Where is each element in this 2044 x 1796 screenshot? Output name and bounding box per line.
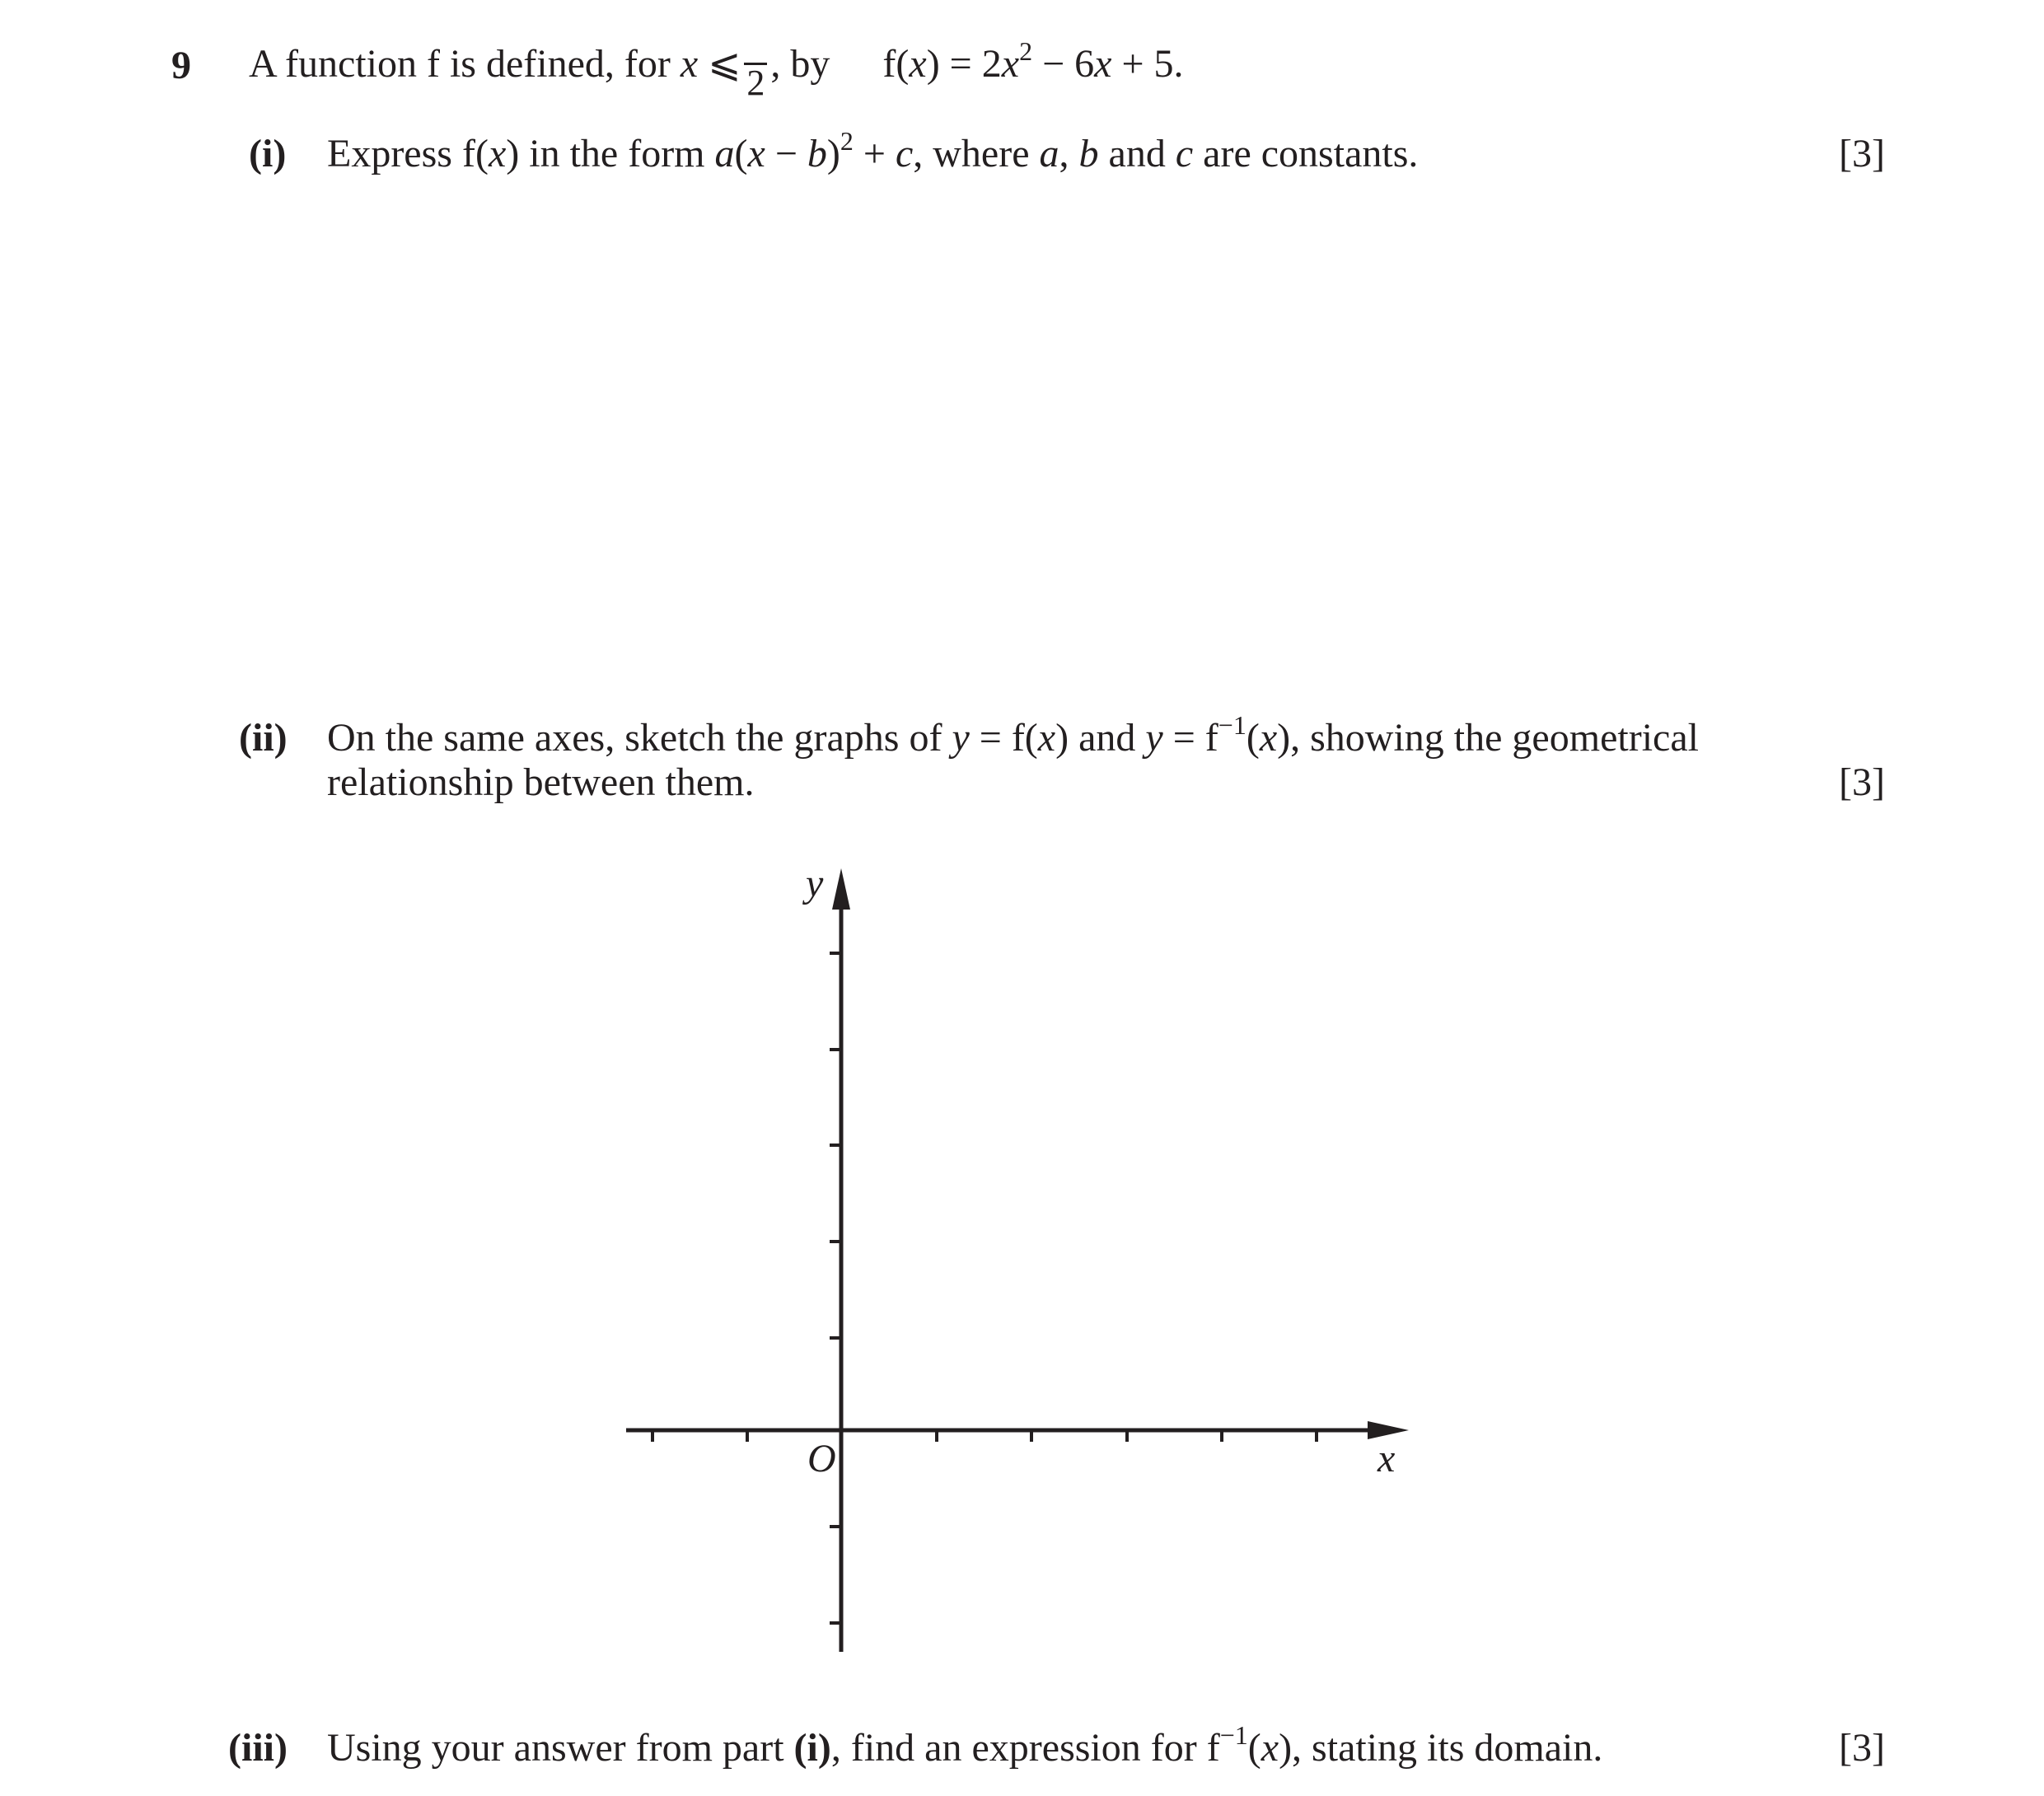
leq-symbol: ⩽: [708, 42, 741, 86]
x-axis-label: x: [1377, 1437, 1396, 1480]
stem-lead: A function f is defined, for: [249, 42, 671, 86]
part-iii-label: (iii): [228, 1726, 288, 1770]
question-number: 9: [171, 44, 191, 87]
part-ii-marks: [3]: [1839, 760, 1885, 804]
completed-square-form: $a(x - b)^2 + c$: [714, 126, 914, 175]
part-i-label: (i): [249, 132, 287, 175]
y-axis-label: y: [806, 862, 824, 905]
part-ii-line-2: relationship between them.: [327, 760, 755, 804]
fraction-denominator: 2: [746, 63, 765, 103]
part-iii-marks: [3]: [1839, 1726, 1885, 1770]
question-stem: [249, 36, 1184, 103]
part-ii-line-1: On the same axes, sketch the graphs of y = f(x) and $y = f^{-1}(x)$, showing the geometrical: [327, 710, 1699, 760]
part-ii-label: (ii): [239, 716, 288, 760]
origin-label: O: [807, 1437, 836, 1480]
function-definition: $f(x) = 2x^2 - 6x + 5$.: [882, 36, 1184, 86]
part-i-marks: [3]: [1839, 132, 1885, 175]
stem-by: , by: [770, 42, 830, 86]
domain-fraction: [744, 46, 767, 101]
part-i-text: Express f(x) in the form $a(x - b)^2 + c$, where a, b and c are constants.: [327, 126, 1419, 175]
y-axis-arrow: [832, 868, 850, 910]
part-iii-text: Using your answer from part (i), find an expression for $f^{-1}(x)$, stating its domain.: [327, 1720, 1603, 1770]
sketch-axes[interactable]: [610, 857, 1417, 1664]
stem-var-x: x: [680, 42, 699, 86]
